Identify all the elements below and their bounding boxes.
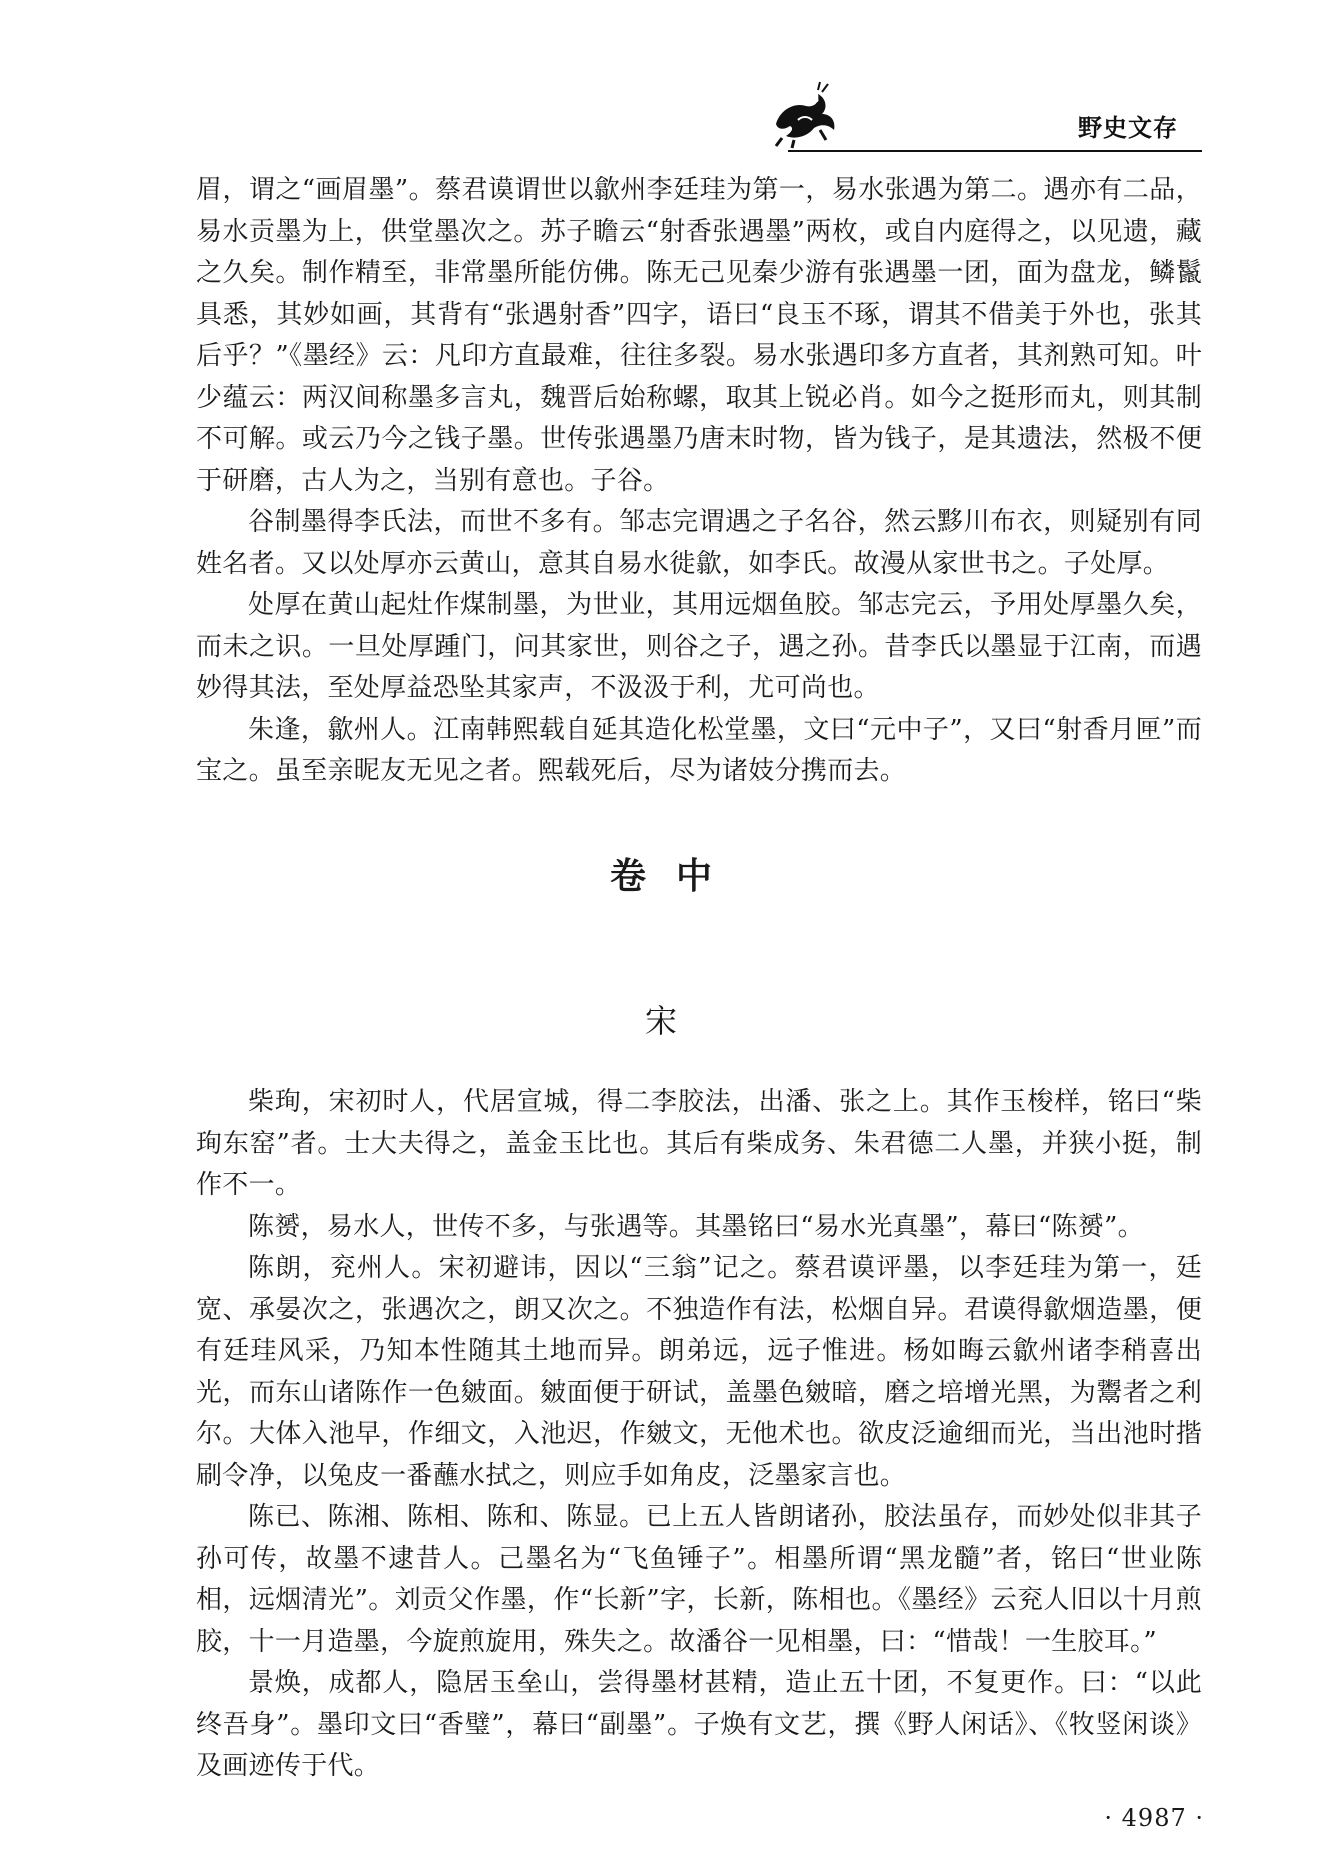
dragon-emblem-icon (768, 80, 844, 152)
volume-heading: 卷中 (609, 856, 742, 897)
header-rule (788, 150, 1202, 152)
paragraph: 陈赟，易水人，世传不多，与张遇等。其墨铭曰“易水光真墨”，幕曰“陈赟”。 (248, 1211, 1144, 1242)
continued-text-block (196, 170, 1202, 793)
paragraph: 眉，谓之“画眉墨”。蔡君谟谓世以歙州李廷珪为第一，易水张遇为第二。遇亦有二品，易水贡墨为上，供堂墨次之。苏子瞻云“射香张遇墨”两枚，或自内庭得之，以见遗，藏之久矣。制作精至，非常墨所能仿佛。陈无己见秦少游有张遇墨一团，面为盘龙，鳞鬣具悉，其妙如画，其背有“张遇射香”四字，语曰“良玉不琢，谓其不借美于外也，张其后乎？”《墨经》云：凡印方直最难，往往多裂。易水张遇印多方直者，其剂熟可知。叶少蕴云：两汉间称墨多言丸，魏晋后始称螺，取其上锐必肖。如今之挺形而丸，则其制不可解。或云乃今之钱子墨。世传张遇墨乃唐末时物，皆为钱子，是其遗法，然极不便于研磨，古人为之，当别有意也。子谷。 (196, 175, 1202, 496)
paragraph: 陈已、陈湘、陈相、陈和、陈显。已上五人皆朗诸孙，胶法虽存，而妙处似非其子孙可传，故墨不逮昔人。己墨名为“飞鱼锤子”。相墨所谓“黑龙髓”者，铭曰“世业陈相，远烟清光”。刘贡父作墨，作“长新”字，长新，陈相也。《墨经》云兖人旧以十月煎胶，十一月造墨，今旋煎旋用，殊失之。故潘谷一见相墨，曰：“惜哉！一生胶耳。” (196, 1502, 1202, 1657)
section-text-block (196, 1082, 1202, 1788)
paragraph: 景焕，成都人，隐居玉垒山，尝得墨材甚精，造止五十团，不复更作。曰：“以此终吾身”。墨印文曰“香璧”，幕曰“副墨”。子焕有文艺，撰《野人闲话》、《牧竖闲谈》及画迹传于代。 (196, 1668, 1202, 1781)
dynasty-heading: 宋 (644, 1002, 677, 1040)
running-header (768, 80, 1202, 156)
paragraph: 柴珣，宋初时人，代居宣城，得二李胶法，出潘、张之上。其作玉梭样，铭曰“柴珣东窑”者。士大夫得之，盖金玉比也。其后有柴成务、朱君德二人墨，并狭小挺，制作不一。 (196, 1087, 1202, 1200)
page-number: · 4987 · (1104, 1804, 1204, 1832)
paragraph: 陈朗，兖州人。宋初避讳，因以“三翁”记之。蔡君谟评墨，以李廷珪为第一，廷宽、承晏次之，张遇次之，朗又次之。不独造作有法，松烟自异。君谟得歙烟造墨，便有廷珪风采，乃知本性随其土地而异。朗弟远，远子惟进。杨如晦云歙州诸李稍喜出光，而东山诸陈作一色皴面。皴面便于研试，盖墨色皴暗，磨之培增光黑，为鬻者之利尔。大体入池早，作细文，入池迟，作皴文，无他术也。欲皮泛逾细而光，当出池时揩刷令净，以兔皮一番蘸水拭之，则应手如角皮，泛墨家言也。 (196, 1253, 1202, 1491)
paragraph: 谷制墨得李氏法，而世不多有。邹志完谓遇之子名谷，然云黟川布衣，则疑别有同姓名者。又以处厚亦云黄山，意其自易水徙歙，如李氏。故漫从家世书之。子处厚。 (196, 507, 1202, 579)
paragraph: 处厚在黄山起灶作煤制墨，为世业，其用远烟鱼胶。邹志完云，予用处厚墨久矣，而未之识。一旦处厚踵门，问其家世，则谷之子，遇之孙。昔李氏以墨显于江南，而遇妙得其法，至处厚益恐坠其家声，不汲汲于利，尤可尚也。 (196, 590, 1202, 703)
series-title: 野史文存 (1078, 114, 1178, 142)
paragraph: 朱逢，歙州人。江南韩熙载自延其造化松堂墨，文曰“元中子”，又曰“射香月匣”而宝之。虽至亲昵友无见之者。熙载死后，尽为诸妓分携而去。 (196, 714, 1202, 786)
